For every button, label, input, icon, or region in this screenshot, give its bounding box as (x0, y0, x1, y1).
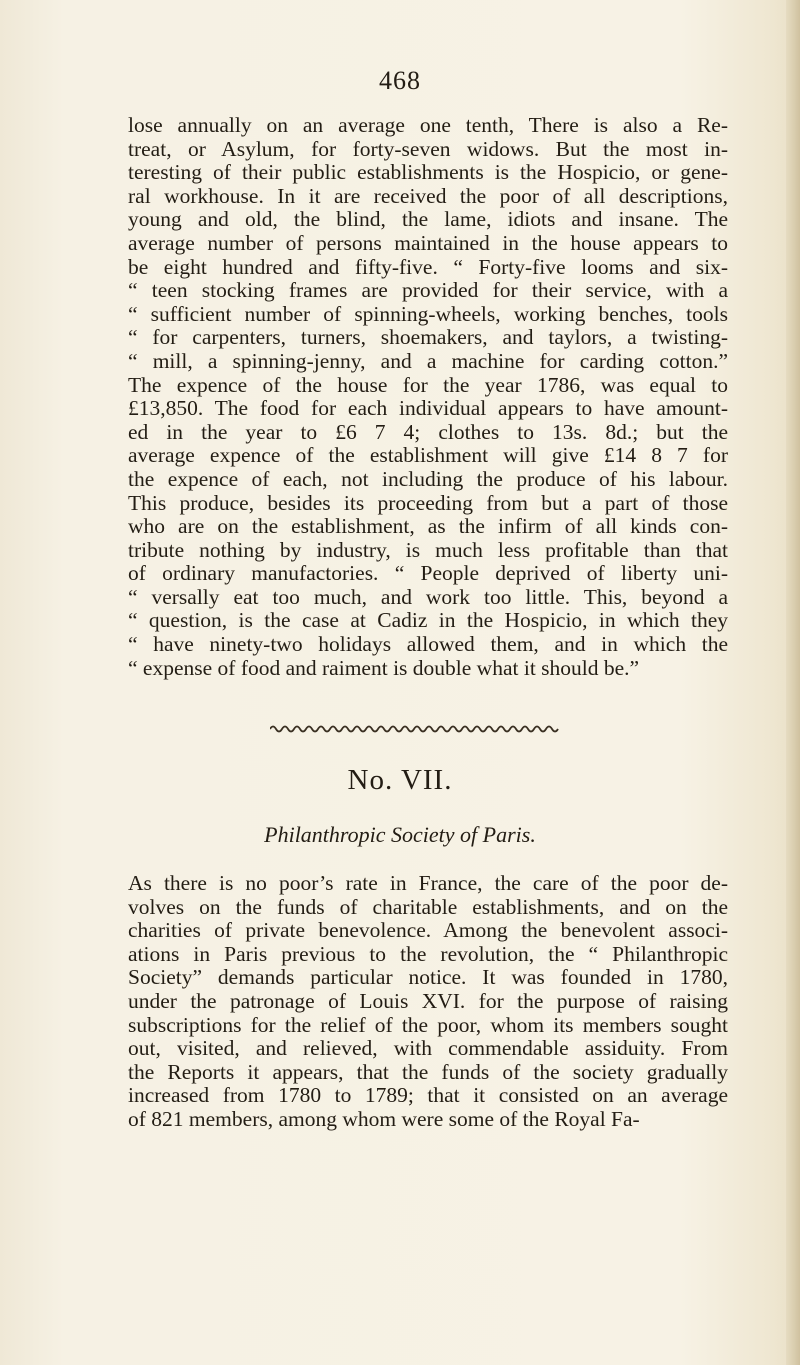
text-line: As there is no poor’s rate in France, the care of the poor de- (128, 871, 728, 895)
section-heading: No. VII. (347, 764, 453, 796)
text-line: ral workhouse. In it are received the poor of all descriptions, (128, 183, 728, 208)
text-line: treat, or Asylum, for forty-seven widows. But the most in- (128, 136, 728, 161)
text-line: “ mill, a spinning-jenny, and a machine for carding cotton.” (128, 348, 728, 373)
text-line: the expence of each, not including the produce of his labour. (128, 466, 728, 491)
text-line: The expence of the house for the year 1786, was equal to (128, 372, 728, 397)
text-line: out, visited, and relieved, with commendable assiduity. From (128, 1036, 728, 1061)
text-line: of ordinary manufactories. “ People deprived of liberty uni- (128, 561, 728, 586)
text-line: the Reports it appears, that the funds of the society gradually (128, 1059, 728, 1084)
text-line: increased from 1780 to 1789; that it consisted on an average (128, 1083, 728, 1108)
text-line: young and old, the blind, the lame, idiots and insane. The (128, 207, 728, 232)
section-subtitle: Philanthropic Society of Paris. (264, 822, 536, 847)
ornamental-divider (270, 724, 560, 734)
text-line: teresting of their public establishments is the Hospicio, or gene- (128, 160, 728, 185)
section-2-body (128, 872, 728, 1132)
page-number: 468 (379, 66, 421, 95)
text-line: “ question, is the case at Cadiz in the Hospicio, in which they (128, 608, 728, 633)
page-edge (786, 0, 800, 1365)
text-line: “ have ninety-two holidays allowed them, and in which the (128, 632, 728, 657)
text-line: £13,850. The food for each individual appears to have amount- (128, 396, 728, 421)
section-1-body (128, 114, 728, 680)
text-line: under the patronage of Louis XVI. for the purpose of raising (128, 988, 728, 1013)
text-line: Society” demands particular notice. It was founded in 1780, (128, 965, 728, 990)
text-line: average expence of the establishment will give £14 8 7 for (128, 443, 728, 468)
text-line: “ sufficient number of spinning-wheels, working benches, tools (128, 301, 728, 326)
text-line: This produce, besides its proceeding from but a part of those (128, 490, 728, 515)
text-line: charities of private benevolence. Among the benevolent associ- (128, 918, 728, 943)
text-line: subscriptions for the relief of the poor, whom its members sought (128, 1012, 728, 1037)
text-line: ed in the year to £6 7 4; clothes to 13s. 8d.; but the (128, 419, 728, 444)
text-line: “ for carpenters, turners, shoemakers, and taylors, a twisting- (128, 325, 728, 350)
text-line: “ versally eat too much, and work too little. This, beyond a (128, 584, 728, 609)
text-line: volves on the funds of charitable establishments, and on the (128, 894, 728, 919)
text-line: tribute nothing by industry, is much less profitable than that (128, 537, 728, 562)
text-line: be eight hundred and fifty-five. “ Forty-five looms and six- (128, 254, 728, 279)
text-line: of 821 members, among whom were some of the Royal Fa- (128, 1106, 640, 1131)
text-line: who are on the establishment, as the infirm of all kinds con- (128, 514, 728, 539)
text-line: lose annually on an average one tenth, There is also a Re- (128, 113, 728, 137)
text-line: average number of persons maintained in the house appears to (128, 230, 728, 255)
text-line: “ teen stocking frames are provided for their service, with a (128, 278, 728, 303)
text-line: ations in Paris previous to the revolution, the “ Philanthropic (128, 941, 728, 966)
text-line: “ expense of food and raiment is double what it should be.” (128, 655, 640, 680)
